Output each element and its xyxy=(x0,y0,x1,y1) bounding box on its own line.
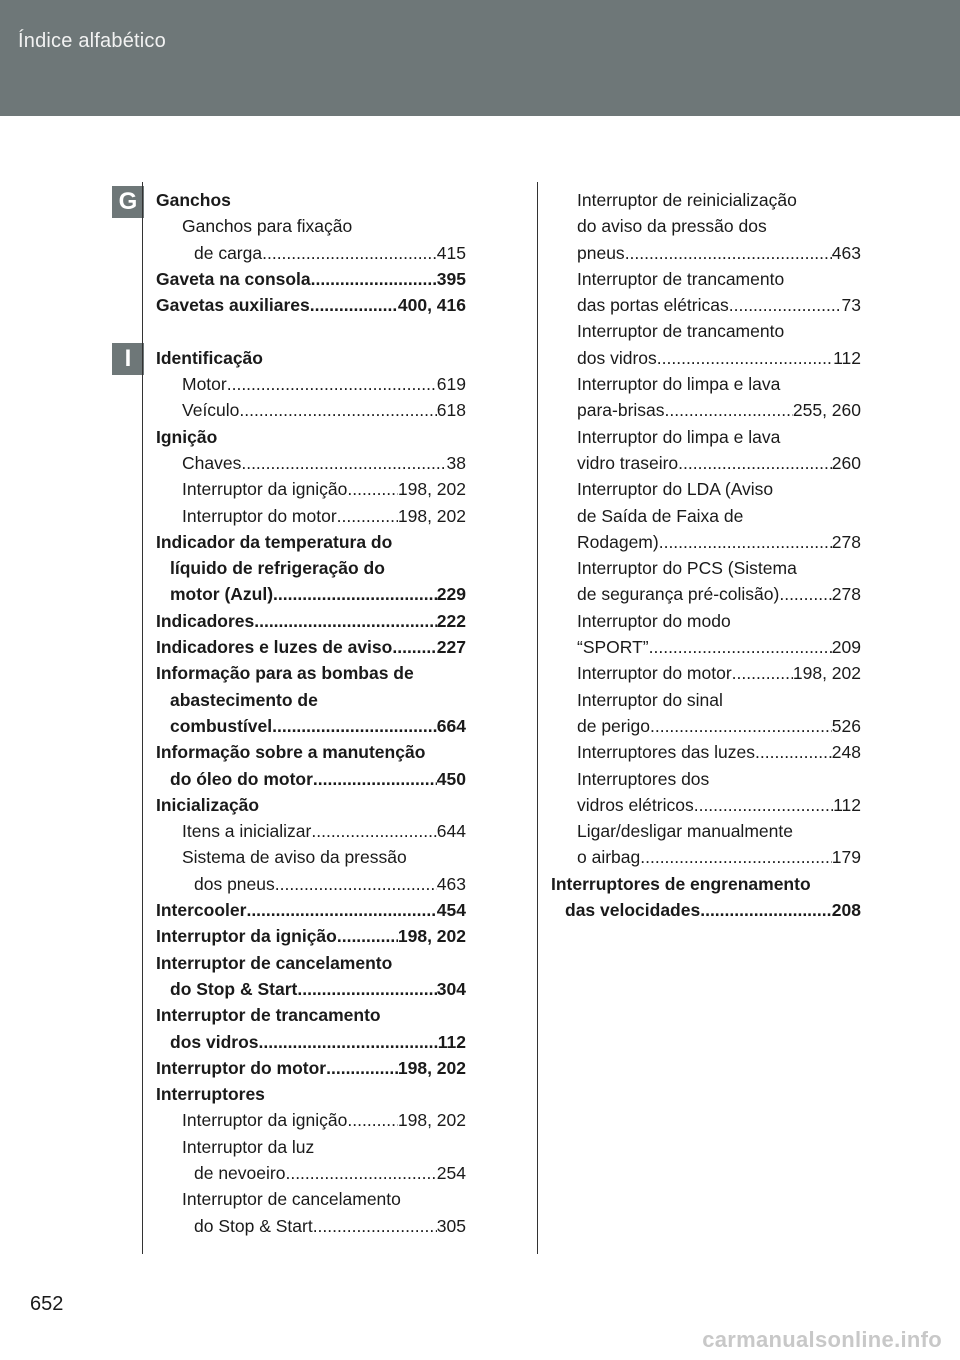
index-entry xyxy=(551,555,861,581)
dot-leader xyxy=(640,844,832,870)
index-entry-text: Ligar/desligar manualmente xyxy=(577,821,793,842)
index-entry xyxy=(551,371,861,397)
index-entry-text: dos vidros xyxy=(170,1031,259,1052)
index-entry xyxy=(156,529,466,555)
page-number: 652 xyxy=(30,1293,64,1315)
index-entry xyxy=(156,792,466,818)
index-entry xyxy=(156,660,466,686)
index-entry xyxy=(156,1055,466,1081)
dot-leader xyxy=(665,397,793,423)
index-entry-text: do óleo do motor xyxy=(170,768,313,789)
index-entry-text: Indicador da temperatura do xyxy=(156,531,393,552)
index-entry-text: Rodagem) xyxy=(577,531,659,552)
index-entry xyxy=(156,687,466,713)
index-entry-text: Chaves xyxy=(182,452,242,473)
index-entry xyxy=(156,766,466,792)
index-entry-page: 415 xyxy=(436,242,466,263)
index-entry-text: Inicialização xyxy=(156,794,260,815)
index-entry xyxy=(551,450,861,476)
index-entry-text: Interruptor do sinal xyxy=(577,689,723,710)
dot-leader xyxy=(732,660,793,686)
index-entry-page: 208 xyxy=(831,900,861,921)
index-entry-text: Interruptor de trancamento xyxy=(577,268,785,289)
dot-leader xyxy=(311,266,437,292)
index-entry xyxy=(551,897,861,923)
index-column-left xyxy=(156,187,466,1239)
index-entry xyxy=(156,923,466,949)
index-entry-page: 112 xyxy=(833,347,861,368)
index-entry-page: 463 xyxy=(436,873,466,894)
index-entry xyxy=(156,1029,466,1055)
index-entry-text: vidros elétricos xyxy=(577,794,694,815)
index-entry-text: o airbag xyxy=(577,847,641,868)
index-entry-text: Interruptor do LDA (Aviso xyxy=(577,479,774,500)
index-entry-page: 198, 202 xyxy=(397,505,466,526)
index-entry-text: Interruptores das luzes xyxy=(577,742,756,763)
index-entry-text: Interruptores xyxy=(156,1084,265,1105)
watermark: carmanualsonline.info xyxy=(702,1327,942,1352)
index-entry-text: de segurança pré-colisão) xyxy=(577,584,780,605)
index-entry-text: Interruptor do motor xyxy=(156,1057,327,1078)
index-entry-text: Ignição xyxy=(156,426,218,447)
index-entry xyxy=(551,213,861,239)
index-entry-page: 618 xyxy=(436,400,466,421)
index-entry-text: “SPORT” xyxy=(577,637,649,658)
index-entry xyxy=(156,1002,466,1028)
index-entry-text: Interruptor do motor xyxy=(577,663,732,684)
index-entry-text: Gavetas auxiliares xyxy=(156,295,310,316)
dot-leader xyxy=(659,529,832,555)
dot-leader xyxy=(262,240,437,266)
index-gap xyxy=(156,318,466,344)
index-entry xyxy=(551,240,861,266)
dot-leader xyxy=(337,503,398,529)
index-entry-text: Veículo xyxy=(182,400,240,421)
dot-leader xyxy=(678,450,832,476)
index-entry-text: Informação sobre a manutenção xyxy=(156,742,426,763)
index-entry-page: 664 xyxy=(436,715,466,736)
index-entry-text: motor (Azul) xyxy=(170,584,274,605)
index-entry-page: 304 xyxy=(436,978,466,999)
dot-leader xyxy=(657,345,833,371)
dot-leader xyxy=(285,1160,436,1186)
index-entry-text: Interruptor de cancelamento xyxy=(156,952,393,973)
index-entry xyxy=(551,871,861,897)
dot-leader xyxy=(729,292,842,318)
index-entry-page: 179 xyxy=(831,847,861,868)
index-entry xyxy=(551,739,861,765)
index-entry-page: 73 xyxy=(841,295,861,316)
index-entry-text: pneus xyxy=(577,242,625,263)
index-entry-text: do aviso da pressão dos xyxy=(577,216,767,237)
index-entry xyxy=(156,818,466,844)
dot-leader xyxy=(700,897,832,923)
index-entry xyxy=(551,660,861,686)
index-entry xyxy=(551,187,861,213)
index-entry-text: de perigo xyxy=(577,715,650,736)
index-entry-page: 248 xyxy=(831,742,861,763)
index-entry xyxy=(156,713,466,739)
left-column-rule xyxy=(142,182,143,1254)
index-entry-text: Indicadores xyxy=(156,610,255,631)
index-entry xyxy=(156,739,466,765)
dot-leader xyxy=(239,397,436,423)
section-tab-g: G xyxy=(112,186,144,218)
dot-leader xyxy=(625,240,832,266)
index-entry-text: Sistema de aviso da pressão xyxy=(182,847,407,868)
index-entry xyxy=(156,897,466,923)
index-entry xyxy=(156,240,466,266)
index-entry-page: 260 xyxy=(831,452,861,473)
index-entry xyxy=(551,792,861,818)
dot-leader xyxy=(227,371,437,397)
index-entry xyxy=(156,1213,466,1239)
index-entry-page: 209 xyxy=(831,637,861,658)
index-entry-page: 395 xyxy=(436,268,466,289)
index-entry-text: Interruptor de trancamento xyxy=(577,321,785,342)
index-entry-page: 198, 202 xyxy=(397,926,466,947)
index-entry-page: 526 xyxy=(831,715,861,736)
index-entry-text: do Stop & Start xyxy=(194,1215,313,1236)
dot-leader xyxy=(326,1055,398,1081)
index-entry-text: das velocidades xyxy=(565,900,701,921)
dot-leader xyxy=(313,766,437,792)
index-entry xyxy=(156,608,466,634)
index-entry-text: Interruptor de cancelamento xyxy=(182,1189,401,1210)
index-entry-page: 112 xyxy=(833,794,861,815)
dot-leader xyxy=(347,476,397,502)
index-entry-text: Itens a inicializar xyxy=(182,821,312,842)
index-entry-text: Ganchos para fixação xyxy=(182,216,353,237)
index-entry-text: para-brisas xyxy=(577,400,665,421)
index-entry xyxy=(551,476,861,502)
index-entry-text: Informação para as bombas de xyxy=(156,663,414,684)
index-entry-text: de carga xyxy=(194,242,263,263)
index-entry xyxy=(551,397,861,423)
dot-leader xyxy=(311,818,436,844)
index-entry-page: 112 xyxy=(437,1031,466,1052)
index-entry-text: Interruptor da luz xyxy=(182,1136,315,1157)
index-entry-page: 463 xyxy=(831,242,861,263)
index-entry-text: vidro traseiro xyxy=(577,452,679,473)
index-entry-text: Interruptores dos xyxy=(577,768,710,789)
index-entry-text: Gaveta na consola xyxy=(156,268,311,289)
dot-leader xyxy=(347,1107,397,1133)
dot-leader xyxy=(259,1029,438,1055)
index-entry xyxy=(551,318,861,344)
index-entry-text: abastecimento de xyxy=(170,689,318,710)
index-column-right xyxy=(551,187,861,923)
index-entry-text: Interruptor da ignição xyxy=(156,926,337,947)
index-entry xyxy=(156,581,466,607)
index-entry xyxy=(551,581,861,607)
index-entry-text: Interruptor da ignição xyxy=(182,479,348,500)
index-entry xyxy=(156,450,466,476)
index-entry xyxy=(156,476,466,502)
index-entry-page: 198, 202 xyxy=(792,663,861,684)
index-entry-page: 229 xyxy=(436,584,466,605)
index-entry-text: Interruptor do limpa e lava xyxy=(577,374,781,395)
index-entry xyxy=(551,292,861,318)
index-entry xyxy=(156,292,466,318)
index-entry-page: 454 xyxy=(436,900,466,921)
index-entry xyxy=(551,687,861,713)
index-entry-page: 278 xyxy=(831,531,861,552)
index-entry-text: Interruptor do limpa e lava xyxy=(577,426,781,447)
dot-leader xyxy=(310,292,398,318)
index-entry xyxy=(156,976,466,1002)
index-entry xyxy=(156,503,466,529)
index-entry-text: Interruptor do modo xyxy=(577,610,731,631)
index-entry xyxy=(156,1134,466,1160)
dot-leader xyxy=(313,1213,437,1239)
index-entry-text: Ganchos xyxy=(156,190,231,210)
index-entry-page: 198, 202 xyxy=(397,1057,466,1078)
index-entry-text: do Stop & Start xyxy=(170,978,298,999)
index-entry-text: Identificação xyxy=(156,347,263,368)
index-entry xyxy=(551,818,861,844)
dot-leader xyxy=(275,871,437,897)
header-title: Índice alfabético xyxy=(18,30,166,52)
index-entry-page: 222 xyxy=(436,610,466,631)
index-entry-text: Interruptor de trancamento xyxy=(156,1005,381,1026)
index-entry xyxy=(551,345,861,371)
index-entry xyxy=(156,213,466,239)
section-tab-i: I xyxy=(112,343,144,375)
index-entry xyxy=(551,424,861,450)
index-entry-page: 644 xyxy=(436,821,466,842)
index-entry xyxy=(156,1160,466,1186)
index-entry-page: 198, 202 xyxy=(397,1110,466,1131)
index-entry-page: 619 xyxy=(436,374,466,395)
dot-leader xyxy=(779,581,831,607)
dot-leader xyxy=(650,713,832,739)
index-entry-page: 254 xyxy=(436,1162,466,1183)
dot-leader xyxy=(272,713,437,739)
index-entry xyxy=(156,266,466,292)
dot-leader xyxy=(241,450,446,476)
index-entry xyxy=(551,766,861,792)
dot-leader xyxy=(694,792,833,818)
index-entry-text: Interruptor da ignição xyxy=(182,1110,348,1131)
index-entry xyxy=(551,608,861,634)
index-entry-text: Interruptor de reinicialização xyxy=(577,190,797,210)
index-entry-page: 227 xyxy=(436,637,466,658)
index-entry-text: dos vidros xyxy=(577,347,657,368)
index-entry-page: 278 xyxy=(831,584,861,605)
index-entry-text: das portas elétricas xyxy=(577,295,729,316)
index-entry-text: Interruptor do PCS (Sistema xyxy=(577,558,797,579)
index-entry xyxy=(551,266,861,292)
index-entry-text: Interruptor do motor xyxy=(182,505,337,526)
index-entry xyxy=(156,1186,466,1212)
dot-leader xyxy=(297,976,436,1002)
index-entry-page: 255, 260 xyxy=(792,400,861,421)
index-entry-page: 38 xyxy=(446,452,466,473)
index-entry xyxy=(156,424,466,450)
dot-leader xyxy=(246,897,436,923)
dot-leader xyxy=(337,923,398,949)
index-entry xyxy=(551,529,861,555)
index-entry xyxy=(156,345,466,371)
dot-leader xyxy=(273,581,437,607)
index-entry xyxy=(156,844,466,870)
page-header xyxy=(0,0,960,116)
dot-leader xyxy=(392,634,436,660)
center-column-rule xyxy=(537,182,538,1254)
index-entry-text: de nevoeiro xyxy=(194,1162,286,1183)
index-entry xyxy=(156,871,466,897)
index-entry xyxy=(156,950,466,976)
index-entry xyxy=(156,397,466,423)
index-entry-text: Intercooler xyxy=(156,900,247,921)
index-entry xyxy=(551,713,861,739)
index-entry-text: Indicadores e luzes de aviso xyxy=(156,637,393,658)
index-entry xyxy=(156,1081,466,1107)
index-entry xyxy=(156,634,466,660)
index-entry-text: líquido de refrigeração do xyxy=(170,558,385,579)
dot-leader xyxy=(755,739,832,765)
index-entry xyxy=(551,844,861,870)
index-entry-page: 450 xyxy=(436,768,466,789)
index-entry xyxy=(551,634,861,660)
index-entry-page: 305 xyxy=(436,1215,466,1236)
index-entry xyxy=(156,1107,466,1133)
index-entry-text: Motor xyxy=(182,374,227,395)
index-entry-page: 198, 202 xyxy=(397,479,466,500)
index-entry-text: dos pneus xyxy=(194,873,275,894)
index-entry-text: Interruptores de engrenamento xyxy=(551,873,811,894)
dot-leader xyxy=(254,608,437,634)
dot-leader xyxy=(649,634,832,660)
index-entry-text: combustível xyxy=(170,715,273,736)
index-entry-page: 400, 416 xyxy=(397,295,466,316)
index-entry xyxy=(551,503,861,529)
index-entry xyxy=(156,187,466,213)
index-entry-text: de Saída de Faixa de xyxy=(577,505,744,526)
index-entry xyxy=(156,371,466,397)
index-entry xyxy=(156,555,466,581)
